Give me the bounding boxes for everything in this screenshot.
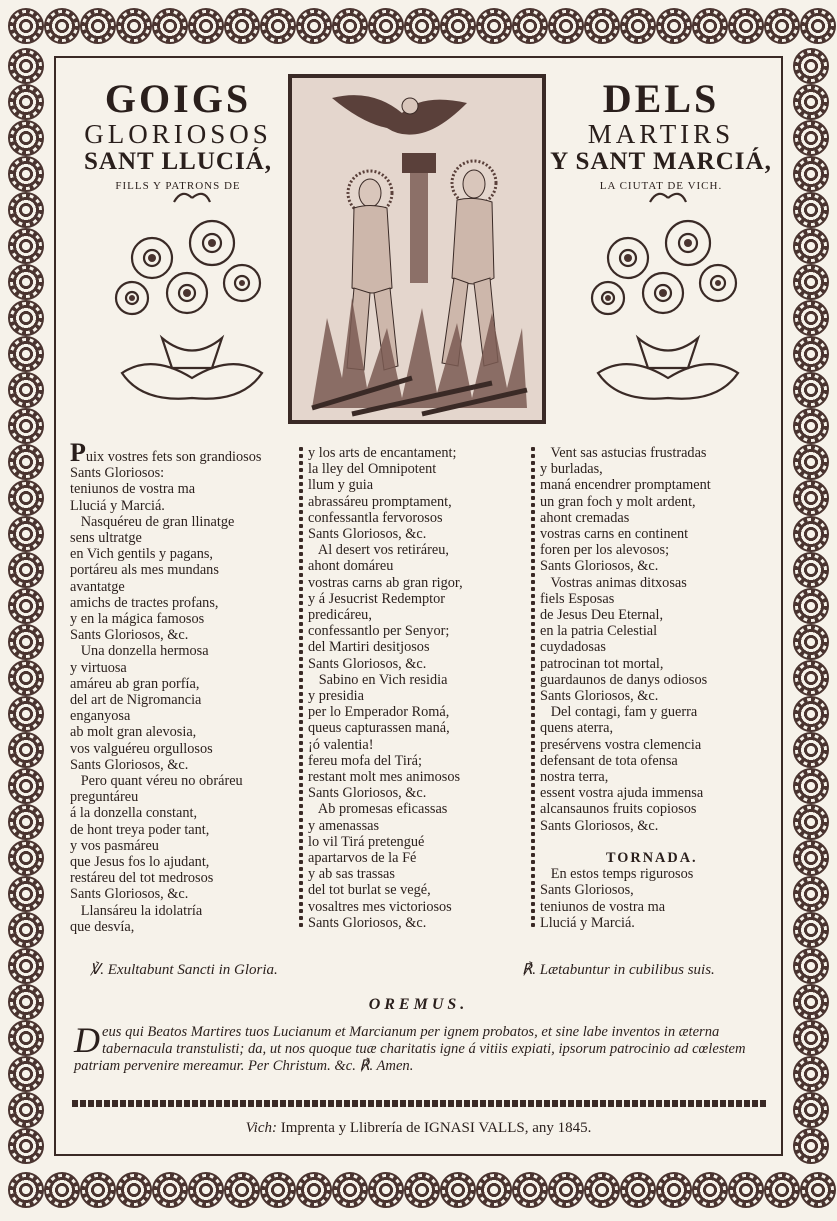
divider-dot <box>531 923 535 927</box>
divider-dot <box>531 818 535 822</box>
divider-dot <box>531 475 535 479</box>
divider-dot <box>531 741 535 745</box>
divider-dot <box>299 762 303 766</box>
title-dels: DELS <box>602 76 720 121</box>
rosette-ornament <box>440 1172 476 1208</box>
divider-dot <box>299 902 303 906</box>
drop-cap-d: D <box>74 1020 100 1060</box>
divider-dot <box>531 580 535 584</box>
divider-dot <box>299 874 303 878</box>
rosette-ornament <box>296 8 332 44</box>
rosette-ornament <box>8 552 44 588</box>
divider-dot <box>299 601 303 605</box>
divider-dot <box>299 650 303 654</box>
rosette-ornament <box>8 840 44 876</box>
subtitle-martirs: MARTIRS <box>587 119 735 149</box>
divider-dot <box>531 517 535 521</box>
rosette-ornament <box>8 1172 44 1208</box>
divider-dot <box>299 657 303 661</box>
rosette-ornament <box>793 264 829 300</box>
rosette-ornament <box>8 192 44 228</box>
verse-column-1-text: uix vostres fets son grandiosos Sants Gloriosos: teniunos de vostra ma Lluciá y Marciá. Nasquéreu de gran llinatge sens ultratge en Vich gentils y pagans, portáreu als mes mundans avantatge amichs de tractes profans, y en la mágica famosos Sants Gloriosos, &c. Una donzella hermosa y virtuosa amáreu ab gran porfía, del art de Nigromancia enganyosa ab molt gran alevosia, vos valguéreu orgullosos Sants Gloriosos, &c. Pero quant véreu no obráreu preguntáreu á la donzella constant, de hont treya poder tant, y vos pasmáreu que Jesus fos lo ajudant, restáreu del tot medrosos Sants Gloriosos, &c. Llansáreu la idolatría que desvía, <box>70 449 262 935</box>
rosette-ornament <box>116 8 152 44</box>
oremus-heading: OREMUS. <box>368 996 469 1013</box>
rosette-ornament <box>8 912 44 948</box>
divider-dot <box>299 566 303 570</box>
divider-dot <box>299 888 303 892</box>
rosette-ornament <box>800 8 836 44</box>
rosette-ornament <box>8 660 44 696</box>
rosette-ornament <box>793 300 829 336</box>
rosette-ornament <box>8 120 44 156</box>
divider-dot <box>531 699 535 703</box>
rosette-ornament <box>793 660 829 696</box>
divider-dot <box>299 496 303 500</box>
rosette-ornament <box>793 732 829 768</box>
divider-dot <box>531 902 535 906</box>
divider-dot <box>299 797 303 801</box>
divider-dot <box>299 524 303 528</box>
divider-dot <box>299 853 303 857</box>
rosette-ornament <box>620 1172 656 1208</box>
rosette-ornament <box>404 8 440 44</box>
versicle: ℣. Exultabunt Sancti in Gloria. <box>90 962 278 978</box>
divider-dot <box>531 503 535 507</box>
divider-dot <box>299 685 303 689</box>
rosette-ornament <box>620 8 656 44</box>
rosette-ornament <box>8 48 44 84</box>
divider-dot <box>531 734 535 738</box>
rosette-ornament <box>793 1020 829 1056</box>
rosette-ornament <box>793 156 829 192</box>
divider-dot <box>531 909 535 913</box>
flower-vase-right <box>568 188 768 418</box>
divider-dot <box>531 888 535 892</box>
divider-dot <box>299 741 303 745</box>
divider-dot <box>299 580 303 584</box>
divider-dot <box>531 839 535 843</box>
divider-dot <box>531 678 535 682</box>
divider-dot <box>531 552 535 556</box>
divider-dot <box>531 615 535 619</box>
divider-dot <box>531 713 535 717</box>
divider-dot <box>531 874 535 878</box>
rosette-ornament <box>8 408 44 444</box>
rosette-ornament <box>584 1172 620 1208</box>
rosette-ornament <box>440 8 476 44</box>
divider-dot <box>299 804 303 808</box>
divider-dot <box>531 748 535 752</box>
saint-marciá: Y SANT MARCIÁ, <box>550 148 772 175</box>
rosette-ornament <box>8 948 44 984</box>
divider-dot <box>531 762 535 766</box>
divider-dot <box>531 664 535 668</box>
divider-dot <box>299 923 303 927</box>
rosette-ornament <box>476 8 512 44</box>
rosette-ornament <box>152 8 188 44</box>
rosette-ornament <box>793 192 829 228</box>
divider-dot <box>299 643 303 647</box>
divider-dot <box>299 909 303 913</box>
rosette-ornament <box>692 1172 728 1208</box>
divider-dot <box>531 867 535 871</box>
divider-dot <box>299 846 303 850</box>
rosette-ornament <box>368 1172 404 1208</box>
divider-dot <box>531 524 535 528</box>
rosette-ornament <box>793 876 829 912</box>
tornada-heading: TORNADA. <box>606 850 698 867</box>
divider-dot <box>531 496 535 500</box>
divider-dot <box>299 811 303 815</box>
rosette-ornament <box>548 1172 584 1208</box>
printer-imprint <box>0 1120 837 1137</box>
rosette-ornament <box>793 516 829 552</box>
divider-dot <box>299 916 303 920</box>
rosette-ornament <box>8 624 44 660</box>
prayer-text <box>74 1020 768 1075</box>
flower-vase-icon <box>568 188 768 418</box>
rosette-ornament <box>8 444 44 480</box>
rosette-ornament <box>793 768 829 804</box>
rosette-ornament <box>793 696 829 732</box>
rosette-ornament <box>793 480 829 516</box>
divider-dot <box>531 825 535 829</box>
rosette-ornament <box>368 8 404 44</box>
verse-column-1 <box>70 438 298 935</box>
martyrs-in-fire-icon <box>292 78 542 420</box>
divider-dot <box>299 482 303 486</box>
divider-dot <box>299 615 303 619</box>
divider-dot <box>299 699 303 703</box>
divider-dot <box>299 727 303 731</box>
rosette-ornament <box>793 552 829 588</box>
divider-dot <box>299 629 303 633</box>
divider-dot <box>531 895 535 899</box>
divider-dot <box>299 468 303 472</box>
divider-dot <box>299 678 303 682</box>
rosette-border-bottom <box>8 1172 836 1208</box>
rosette-ornament <box>332 1172 368 1208</box>
divider-dot <box>531 916 535 920</box>
divider-dot <box>299 594 303 598</box>
divider-dot <box>531 468 535 472</box>
rosette-ornament <box>793 588 829 624</box>
rosette-ornament <box>8 876 44 912</box>
divider-dot <box>299 769 303 773</box>
divider-dot <box>531 671 535 675</box>
divider-dot <box>299 713 303 717</box>
rosette-ornament <box>8 516 44 552</box>
divider-dot <box>531 545 535 549</box>
divider-dot <box>531 587 535 591</box>
divider-dot <box>531 692 535 696</box>
divider-dot <box>299 783 303 787</box>
divider-dot <box>299 517 303 521</box>
rosette-ornament <box>8 768 44 804</box>
divider-dot <box>299 867 303 871</box>
rosette-ornament <box>8 804 44 840</box>
rosette-ornament <box>224 1172 260 1208</box>
verse-columns <box>70 438 770 945</box>
response: ℟. Lætabuntur in cubilibus suis. <box>522 962 715 978</box>
divider-dot <box>299 461 303 465</box>
rosette-ornament <box>548 8 584 44</box>
column-divider <box>299 447 303 933</box>
imprint-place: Vich: <box>245 1120 277 1136</box>
divider-dot <box>531 566 535 570</box>
divider-dot <box>299 559 303 563</box>
divider-dot <box>531 622 535 626</box>
divider-dot <box>299 573 303 577</box>
rosette-ornament <box>8 1056 44 1092</box>
rosette-ornament <box>44 8 80 44</box>
divider-dot <box>531 804 535 808</box>
divider-dot <box>299 489 303 493</box>
divider-dot <box>531 636 535 640</box>
flower-vase-icon <box>92 188 292 418</box>
divider-dot <box>299 608 303 612</box>
divider-dot <box>531 454 535 458</box>
rosette-ornament <box>793 120 829 156</box>
divider-dot <box>531 853 535 857</box>
rosette-ornament <box>260 8 296 44</box>
drop-cap-p: P <box>70 438 86 467</box>
divider-dot <box>299 538 303 542</box>
divider-dot <box>299 447 303 451</box>
prayer-body: eus qui Beatos Martires tuos Lucianum et Marcianum per ignem probatos, et sine labe inventos in æterna tabernacula transtulisti; da, ut nos quoque tuæ charitatis igne á vitiis expiati, ipsorum patrocinio ad cœlestem patriam pervenire mereamur. Per Christum. &c. ℟. Amen. <box>74 1024 746 1074</box>
rosette-ornament <box>8 156 44 192</box>
divider-dot <box>299 454 303 458</box>
verse-column-3-text: Vent sas astucias frustradas y burladas, maná encendrer promptament un gran foch y molt ardent, ahont cremadas vostras carns en continent foren per los alevosos; Sants Gloriosos, &c. Vostras animas ditxosas fiels Esposas de Jesus Deu Eternal, en la patria Celestial cuydadosas patrocinan tot mortal, guardaunos de danys odiosos Sants Gloriosos, &c. Del contagi, fam y guerra quens aterra, presérvens vostra clemencia defensant de tota ofensa nostra terra, essent vostra ajuda immensa alcansaunos fruits copiosos Sants Gloriosos, &c. <box>540 445 711 834</box>
flower-vase-left <box>92 188 292 418</box>
rosette-ornament <box>793 444 829 480</box>
rosette-ornament <box>656 8 692 44</box>
divider-dot <box>299 587 303 591</box>
divider-dot <box>531 881 535 885</box>
divider-dot <box>299 860 303 864</box>
rosette-ornament <box>692 8 728 44</box>
rosette-ornament <box>116 1172 152 1208</box>
divider-dot <box>299 706 303 710</box>
divider-dot <box>299 692 303 696</box>
rosette-ornament <box>728 1172 764 1208</box>
rosette-ornament <box>793 48 829 84</box>
divider-dot <box>299 895 303 899</box>
rosette-ornament <box>8 336 44 372</box>
rosette-ornament <box>8 300 44 336</box>
rosette-ornament <box>8 588 44 624</box>
rosette-ornament <box>793 372 829 408</box>
divider-dot <box>299 531 303 535</box>
divider-dot <box>299 839 303 843</box>
divider-dot <box>531 601 535 605</box>
divider-dot <box>531 657 535 661</box>
rosette-ornament <box>793 408 829 444</box>
rosette-ornament <box>80 8 116 44</box>
rosette-ornament <box>476 1172 512 1208</box>
tornada-text: En estos temps rigurosos Sants Gloriosos, teniunos de vostra ma Lluciá y Marciá. <box>540 866 694 931</box>
rosette-ornament <box>793 912 829 948</box>
rosette-ornament <box>8 84 44 120</box>
divider-dot <box>299 636 303 640</box>
rosette-ornament <box>8 1020 44 1056</box>
rosette-border-top <box>8 8 836 44</box>
divider-dot <box>299 720 303 724</box>
divider-dot <box>299 622 303 626</box>
saint-lluciá: SANT LLUCIÁ, <box>84 148 272 175</box>
rosette-ornament <box>793 228 829 264</box>
divider-dot <box>531 643 535 647</box>
divider-dot <box>531 594 535 598</box>
divider-dot <box>299 664 303 668</box>
divider-dot <box>299 671 303 675</box>
rosette-ornament <box>152 1172 188 1208</box>
rosette-ornament <box>764 1172 800 1208</box>
divider-dot <box>531 685 535 689</box>
divider-dot <box>299 734 303 738</box>
rosette-ornament <box>656 1172 692 1208</box>
ornamental-rule <box>72 1100 766 1107</box>
divider-dot <box>531 720 535 724</box>
rosette-ornament <box>793 624 829 660</box>
rosette-ornament <box>80 1172 116 1208</box>
rosette-ornament <box>793 336 829 372</box>
divider-dot <box>299 881 303 885</box>
rosette-ornament <box>8 732 44 768</box>
divider-dot <box>299 818 303 822</box>
rosette-ornament <box>512 1172 548 1208</box>
rosette-ornament <box>728 8 764 44</box>
divider-dot <box>299 832 303 836</box>
divider-dot <box>299 510 303 514</box>
rosette-ornament <box>8 696 44 732</box>
rosette-ornament <box>793 948 829 984</box>
divider-dot <box>531 461 535 465</box>
divider-dot <box>531 797 535 801</box>
divider-dot <box>531 727 535 731</box>
column-divider <box>531 447 535 933</box>
rosette-ornament <box>188 8 224 44</box>
subtitle-gloriosos: GLORIOSOS <box>84 119 272 149</box>
divider-dot <box>531 832 535 836</box>
divider-dot <box>531 790 535 794</box>
rosette-ornament <box>8 480 44 516</box>
divider-dot <box>531 510 535 514</box>
rosette-ornament <box>188 1172 224 1208</box>
divider-dot <box>299 825 303 829</box>
rosette-ornament <box>8 8 44 44</box>
verse-column-2: y los arts de encantament; la lley del Omnipotent llum y guia abrassáreu promptament, confessantla fervorosos Sants Gloriosos, &c. Al desert vos retiráreu, ahont domáreu vostras carns ab gran rigor, y á Jesucrist Redemptor predicáreu, confessantlo per Senyor; del Martiri desitjosos Sants Gloriosos, &c. Sabino en Vich residia y presidia per lo Emperador Romá, queus capturassen maná, ¡ó valentia! fereu mofa del Tirá; restant molt mes animosos Sants Gloriosos, &c. Ab promesas eficassas y amenassas lo vil Tirá pretengué apartarvos de la Fé y ab sas trassas del tot burlat se vegé, vosaltres mes victoriosos Sants Gloriosos, &c. <box>308 445 463 931</box>
rosette-ornament <box>404 1172 440 1208</box>
divider-dot <box>531 608 535 612</box>
divider-dot <box>531 538 535 542</box>
rosette-ornament <box>793 804 829 840</box>
verse-column-3 <box>540 445 772 931</box>
divider-dot <box>531 755 535 759</box>
divider-dot <box>531 573 535 577</box>
rosette-ornament <box>512 8 548 44</box>
divider-dot <box>299 475 303 479</box>
divider-dot <box>531 650 535 654</box>
divider-dot <box>299 776 303 780</box>
rosette-ornament <box>584 8 620 44</box>
rosette-ornament <box>793 1056 829 1092</box>
fills-y-patrons: FILLS Y PATRONS DE <box>115 180 241 192</box>
title-goigs: GOIGS <box>104 76 252 121</box>
divider-dot <box>299 545 303 549</box>
rosette-ornament <box>260 1172 296 1208</box>
rosette-ornament <box>8 228 44 264</box>
rosette-ornament <box>44 1172 80 1208</box>
rosette-ornament <box>296 1172 332 1208</box>
divider-dot <box>531 447 535 451</box>
header-right <box>548 78 774 192</box>
rosette-ornament <box>8 372 44 408</box>
rosette-ornament <box>793 84 829 120</box>
divider-dot <box>531 629 535 633</box>
divider-dot <box>531 531 535 535</box>
divider-dot <box>531 846 535 850</box>
rosette-ornament <box>800 1172 836 1208</box>
rosette-ornament <box>793 840 829 876</box>
rosette-ornament <box>332 8 368 44</box>
divider-dot <box>299 748 303 752</box>
divider-dot <box>531 769 535 773</box>
divider-dot <box>531 706 535 710</box>
header-left <box>66 78 290 192</box>
divider-dot <box>299 790 303 794</box>
divider-dot <box>531 559 535 563</box>
divider-dot <box>531 783 535 787</box>
la-ciutat-de-vich: LA CIUTAT DE VICH. <box>599 180 723 192</box>
divider-dot <box>531 482 535 486</box>
divider-dot <box>531 811 535 815</box>
divider-dot <box>299 755 303 759</box>
divider-dot <box>299 552 303 556</box>
rosette-ornament <box>8 264 44 300</box>
imprint-text: Imprenta y Llibrería de IGNASI VALLS, any 1845. <box>280 1120 592 1136</box>
rosette-ornament <box>224 8 260 44</box>
divider-dot <box>299 503 303 507</box>
rosette-ornament <box>764 8 800 44</box>
divider-dot <box>531 860 535 864</box>
divider-dot <box>531 489 535 493</box>
woodcut-martyrdom-illustration <box>288 74 546 424</box>
divider-dot <box>531 776 535 780</box>
